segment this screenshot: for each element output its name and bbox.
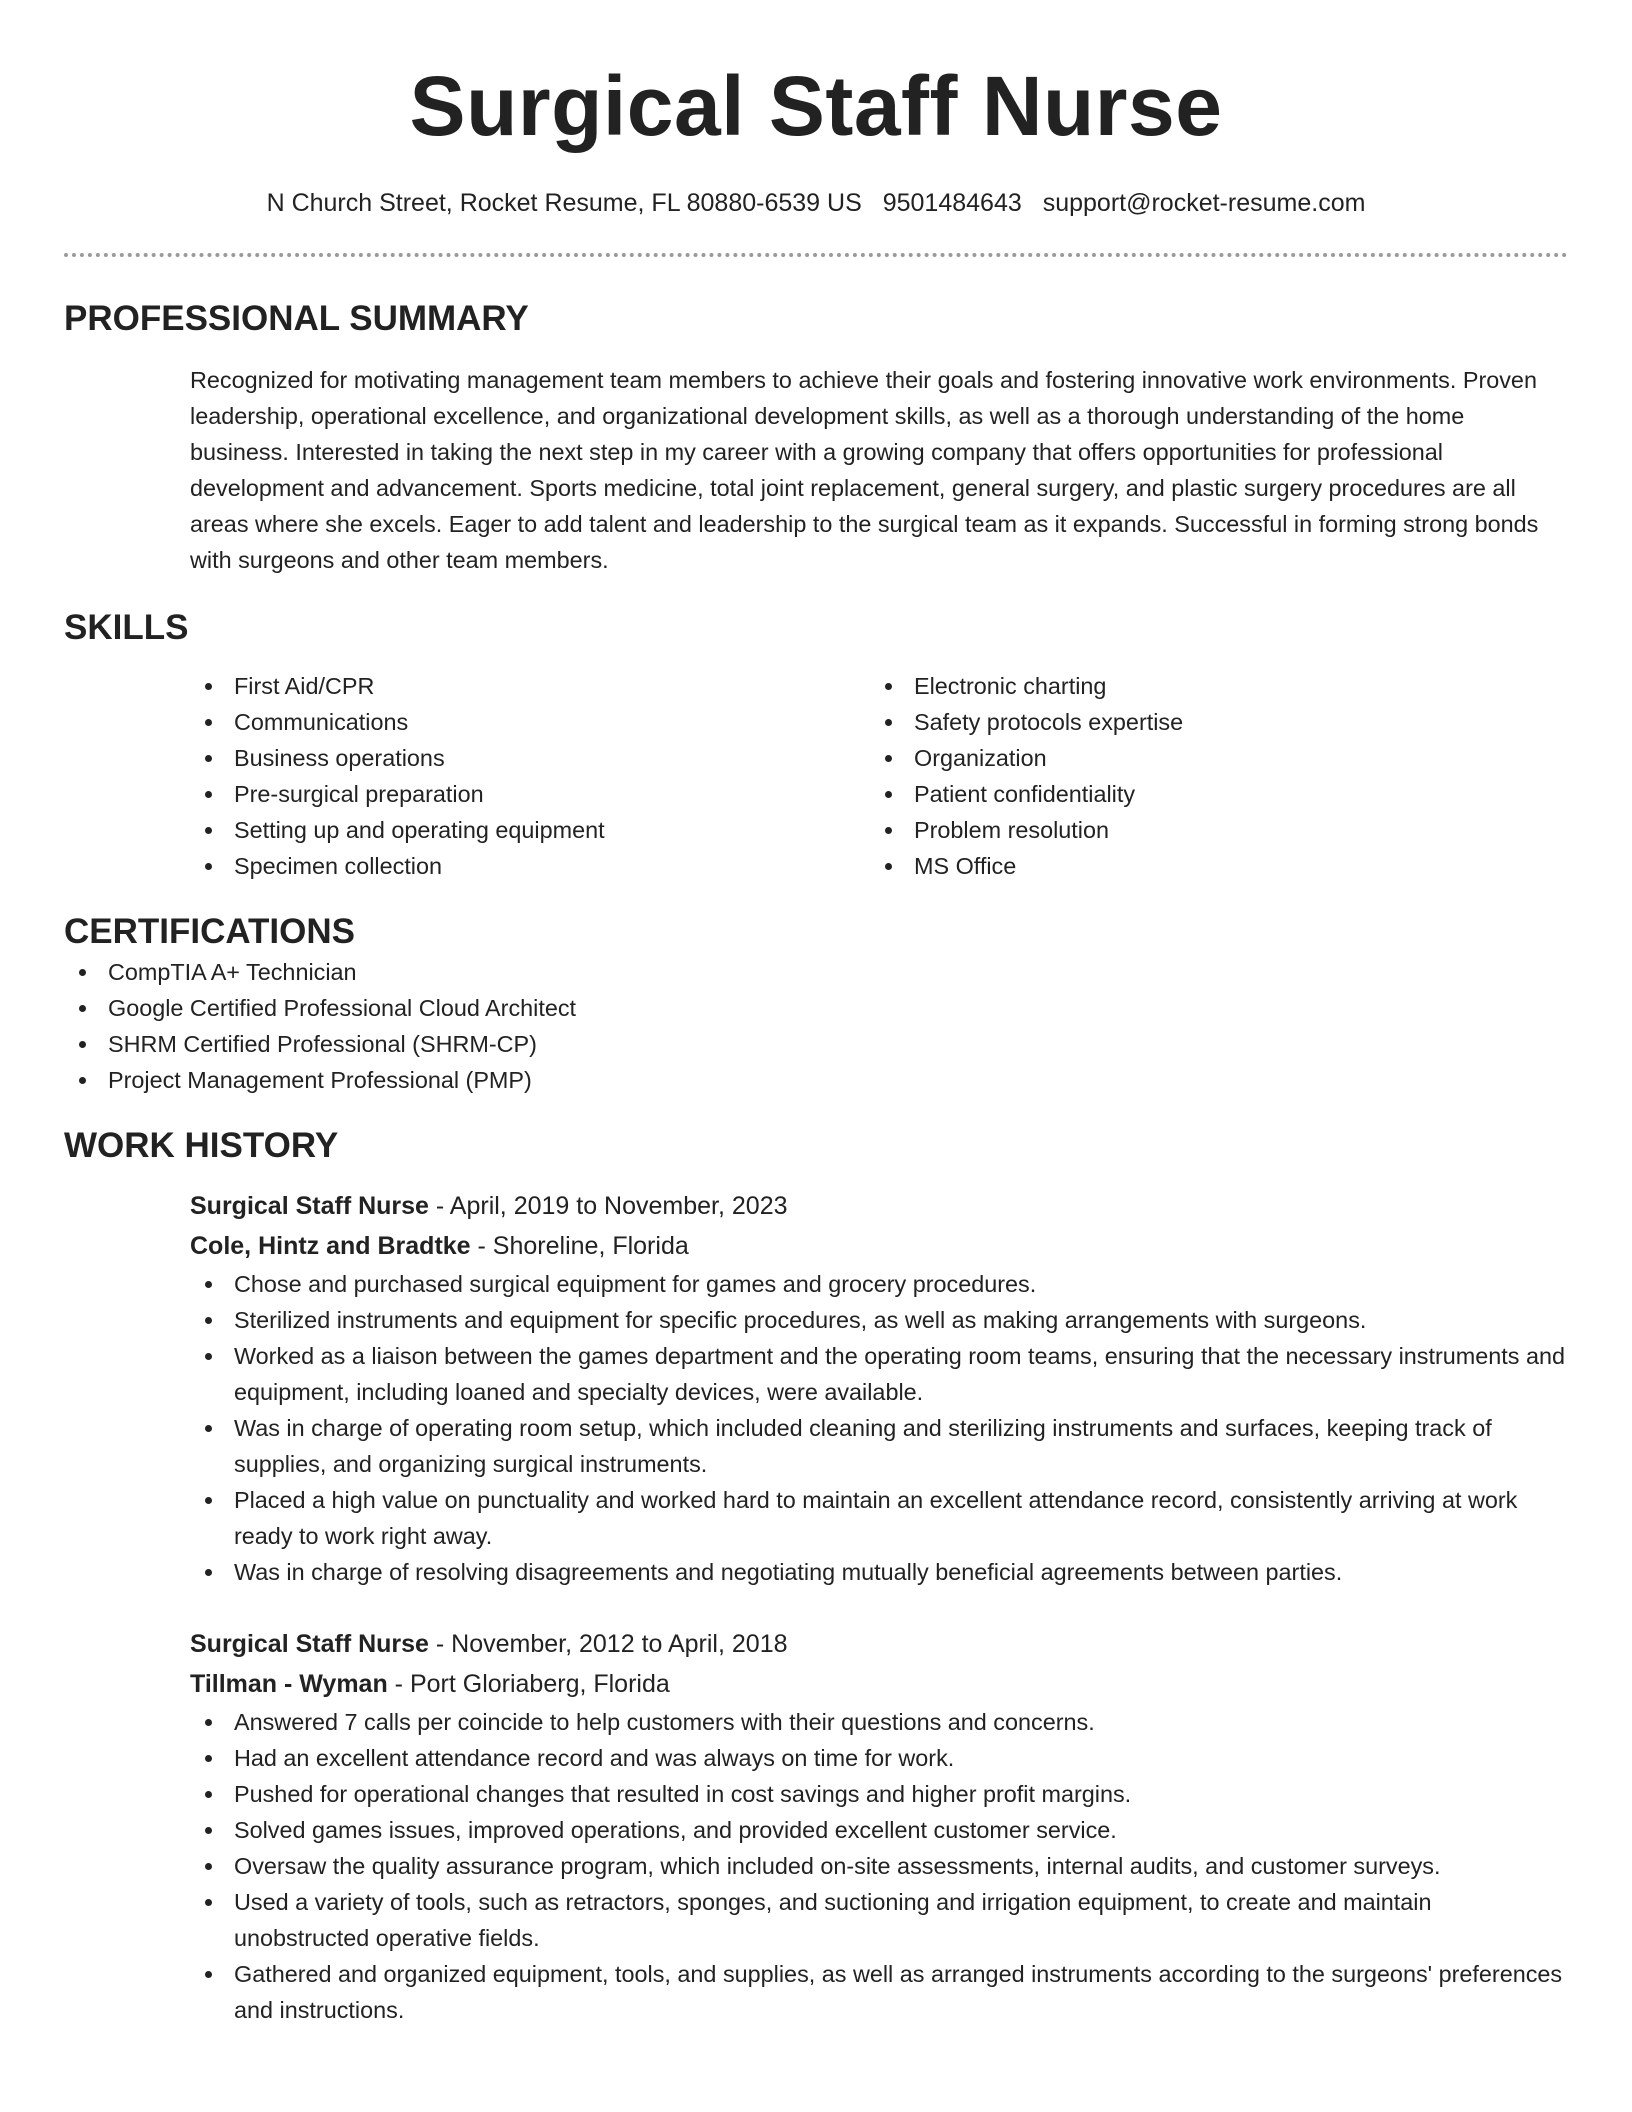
skill-item: Communications <box>190 704 870 740</box>
job-company: Tillman - Wyman <box>190 1670 388 1698</box>
job-duty: Used a variety of tools, such as retractors, sponges, and suctioning and irrigation equipment, to create and maintain unobstructed operative fields. <box>190 1884 1568 1956</box>
work-history-heading: WORK HISTORY <box>64 1126 339 1165</box>
certifications-section <box>64 910 1568 1098</box>
skill-item: Specimen collection <box>190 848 870 884</box>
job-company: Cole, Hintz and Bradtke <box>190 1232 471 1260</box>
candidate-name: Surgical Staff Nurse <box>409 59 1223 153</box>
certification-item: Project Management Professional (PMP) <box>64 1062 1568 1098</box>
job-duty: Worked as a liaison between the games department and the operating room teams, ensuring that the necessary instruments and equipment, including loaned and specialty devices, were available. <box>190 1338 1568 1410</box>
job-location: - Shoreline, Florida <box>470 1232 689 1260</box>
contact-line <box>64 187 1568 219</box>
job-duty: Sterilized instruments and equipment for specific procedures, as well as making arrangements with surgeons. <box>190 1302 1568 1338</box>
skill-item: Organization <box>870 740 1550 776</box>
job-duties-list <box>190 1266 1568 1590</box>
job-title-line <box>190 1186 1568 1226</box>
job-duty: Had an excellent attendance record and was always on time for work. <box>190 1740 1568 1776</box>
skills-grid <box>190 668 1568 884</box>
skill-item: Safety protocols expertise <box>870 704 1550 740</box>
summary-text: Recognized for motivating management team members to achieve their goals and fostering innovative work environments. Proven leadership, operational excellence, and organizational development skills, as well as a thorough understanding of the home business. Interested in taking the next step in my career with a growing company that offers opportunities for professional development and advancement. Sports medicine, total joint replacement, general surgery, and plastic surgery procedures are all areas where she excels. Eager to add talent and leadership to the surgical team as it expands. Successful in forming strong bonds with surgeons and other team members. <box>190 367 1539 573</box>
skill-item: Pre-surgical preparation <box>190 776 870 812</box>
skills-column-right <box>870 668 1550 884</box>
skills-heading: SKILLS <box>64 608 189 647</box>
skill-item: Problem resolution <box>870 812 1550 848</box>
job-duty: Was in charge of resolving disagreements and negotiating mutually beneficial agreements between parties. <box>190 1554 1568 1590</box>
skill-item: MS Office <box>870 848 1550 884</box>
skill-item: Setting up and operating equipment <box>190 812 870 848</box>
job-title-line <box>190 1624 1568 1664</box>
skill-item: Business operations <box>190 740 870 776</box>
job-duty: Pushed for operational changes that resulted in cost savings and higher profit margins. <box>190 1776 1568 1812</box>
job-duties-list <box>190 1704 1568 2028</box>
certifications-list <box>64 954 1568 1098</box>
summary-heading: PROFESSIONAL SUMMARY <box>64 299 529 338</box>
job-company-line <box>190 1226 1568 1266</box>
summary-section <box>64 297 1568 578</box>
job-duty: Answered 7 calls per coincide to help customers with their questions and concerns. <box>190 1704 1568 1740</box>
job-duty: Gathered and organized equipment, tools, and supplies, as well as arranged instruments according to the surgeons' preferences and instructions. <box>190 1956 1568 2028</box>
certification-item: SHRM Certified Professional (SHRM-CP) <box>64 1026 1568 1062</box>
job-company-line <box>190 1664 1568 1704</box>
contact-phone: 9501484643 <box>882 189 1022 217</box>
job-dates: - November, 2012 to April, 2018 <box>428 1630 788 1658</box>
contact-email: support@rocket-resume.com <box>1042 189 1366 217</box>
certification-item: CompTIA A+ Technician <box>64 954 1568 990</box>
certifications-heading: CERTIFICATIONS <box>64 912 356 951</box>
job-location: - Port Gloriaberg, Florida <box>387 1670 670 1698</box>
skill-item: Electronic charting <box>870 668 1550 704</box>
certification-item: Google Certified Professional Cloud Architect <box>64 990 1568 1026</box>
skills-list-left <box>190 668 870 884</box>
job-dates: - April, 2019 to November, 2023 <box>428 1192 788 1220</box>
job-duty: Solved games issues, improved operations, and provided excellent customer service. <box>190 1812 1568 1848</box>
job-duty: Chose and purchased surgical equipment for games and grocery procedures. <box>190 1266 1568 1302</box>
job-entry <box>190 1624 1568 2028</box>
skill-item: Patient confidentiality <box>870 776 1550 812</box>
header-divider <box>64 253 1568 257</box>
job-duty: Placed a high value on punctuality and worked hard to maintain an excellent attendance record, consistently arriving at work ready to work right away. <box>190 1482 1568 1554</box>
skill-item: First Aid/CPR <box>190 668 870 704</box>
job-entry <box>190 1186 1568 1590</box>
job-duty: Was in charge of operating room setup, which included cleaning and sterilizing instruments and surfaces, keeping track of supplies, and organizing surgical instruments. <box>190 1410 1568 1482</box>
job-duty: Oversaw the quality assurance program, which included on-site assessments, internal audits, and customer surveys. <box>190 1848 1568 1884</box>
skills-list-right <box>870 668 1550 884</box>
skills-column-left <box>190 668 870 884</box>
job-role: Surgical Staff Nurse <box>190 1630 429 1658</box>
job-role: Surgical Staff Nurse <box>190 1192 429 1220</box>
contact-address: N Church Street, Rocket Resume, FL 80880-6539 US <box>266 189 862 217</box>
skills-section <box>64 606 1568 884</box>
work-history-section <box>64 1124 1568 2028</box>
